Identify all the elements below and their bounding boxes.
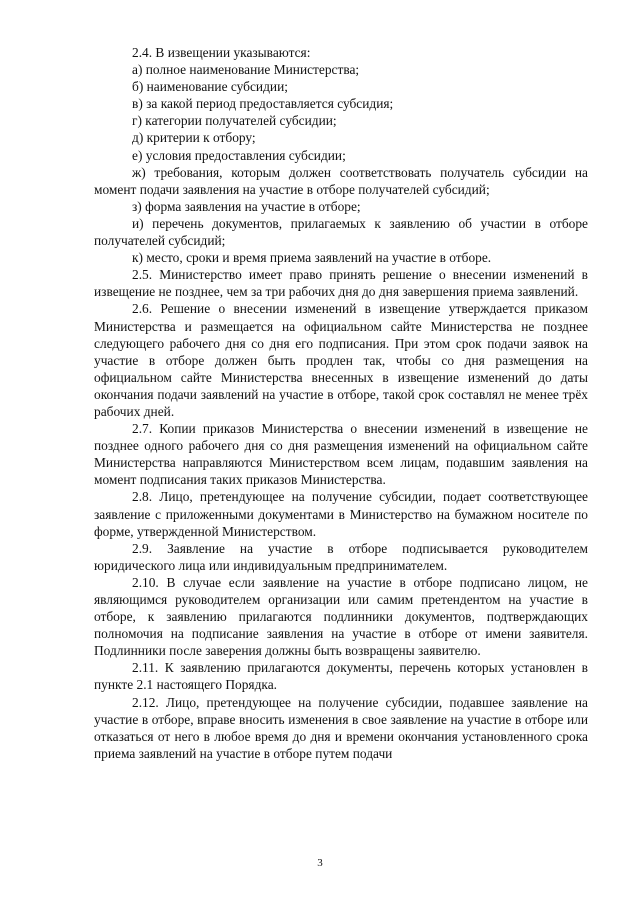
list-item-i: и) перечень документов, прилагаемых к заявлению об участии в отборе получателей субсидий; — [94, 215, 588, 249]
list-item-b: б) наименование субсидии; — [132, 79, 288, 95]
document-page — [94, 44, 588, 762]
paragraph-2-11: 2.11. К заявлению прилагаются документы, перечень которых установлен в пункте 2.1 настоящего Порядка. — [94, 660, 588, 693]
paragraph-2-10: 2.10. В случае если заявление на участие в отборе подписано лицом, не являющимся руководителем организации или самим претендентом на участие в отборе, к заявлению прилагаются подлинники документов, подтверждающих полномочия на подписание заявления на участие в отборе от имени заявителя. Подлинники после заверения должны быть возвращены заявителю. — [94, 574, 588, 659]
list-item-a: а) полное наименование Министерства; — [132, 62, 360, 78]
paragraph-2-7: 2.7. Копии приказов Министерства о внесении изменений в извещение не позднее одного рабочего дня со дня размещения изменений на официальном сайте Министерства направляются Министерством всем лицам, подавшим заявления на момент подписания таких приказов Министерства. — [94, 421, 588, 488]
paragraph-2-8: 2.8. Лицо, претендующее на получение субсидии, подает соответствующее заявление с приложенными документами в Министерство на бумажном носителе по форме, утвержденной Министерством. — [94, 489, 588, 539]
list-item-z: з) форма заявления на участие в отборе; — [132, 198, 361, 214]
paragraph-2-12: 2.12. Лицо, претендующее на получение субсидии, подавшее заявление на участие в отборе, вправе вносить изменения в свое заявление на участие в отборе или отказаться от него в любое время до дня и времени окончания установленного срока приема заявлений на участие в отборе путем подачи — [94, 694, 588, 761]
paragraph-2-4-intro: 2.4. В извещении указываются: — [132, 45, 311, 60]
list-item-k: к) место, сроки и время приема заявлений на участие в отборе. — [132, 250, 492, 266]
list-item-g: г) категории получателей субсидии; — [132, 113, 337, 129]
list-item-e: е) условия предоставления субсидии; — [132, 147, 346, 163]
list-item-v: в) за какой период предоставляется субсидия; — [132, 96, 394, 112]
list-item-d: д) критерии к отбору; — [132, 130, 256, 146]
list-item-zh: ж) требования, которым должен соответствовать получатель субсидии на момент подачи заявления на участие в отборе получателей субсидий; — [94, 164, 588, 197]
paragraph-2-9: 2.9. Заявление на участие в отборе подписывается руководителем юридического лица или индивидуальным предпринимателем. — [94, 540, 588, 573]
page-number: 3 — [317, 857, 323, 869]
paragraph-2-5: 2.5. Министерство имеет право принять решение о внесении изменений в извещение не позднее, чем за три рабочих дня до дня завершения приема заявлений. — [94, 267, 588, 300]
paragraph-2-6: 2.6. Решение о внесении изменений в извещение утверждается приказом Министерства и размещается на официальном сайте Министерства не позднее следующего рабочего дня со дня его подписания. При этом срок подачи заявок на участие в отборе должен быть продлен так, чтобы со дня размещения на официальном сайте Министерства внесенных в извещение изменений до даты окончания подачи заявлений на участие в отборе, такой срок составлял не менее трёх рабочих дней. — [94, 301, 588, 419]
